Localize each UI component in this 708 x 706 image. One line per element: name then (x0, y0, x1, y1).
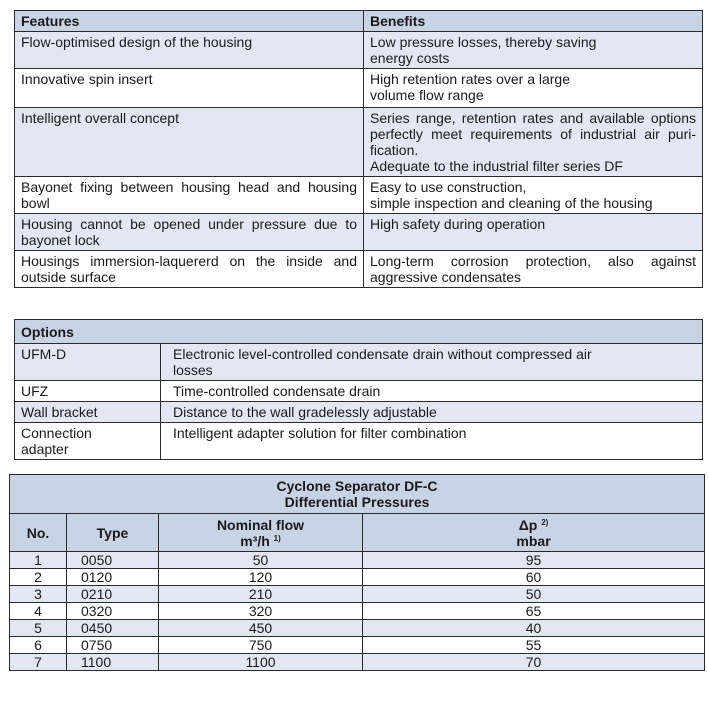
flow-cell: 210 (159, 586, 363, 603)
no-cell: 1 (10, 552, 67, 569)
no-cell: 4 (10, 603, 67, 620)
type-cell: 0750 (67, 637, 159, 654)
flow-cell: 750 (159, 637, 363, 654)
feature-cell: Intelligent overall concept (15, 108, 364, 177)
flow-cell: 450 (159, 620, 363, 637)
feature-cell: Housing cannot be opened under pressure due to bayonet lock (15, 214, 364, 251)
option-name-cell: Connection adapter (15, 423, 161, 460)
table-header-row (15, 11, 703, 32)
dp-cell: 70 (363, 654, 705, 671)
option-name-cell: UFZ (15, 381, 161, 402)
type-cell: 0050 (67, 552, 159, 569)
table-row (15, 32, 703, 69)
dp-cell: 40 (363, 620, 705, 637)
option-description-cell: Electronic level-controlled condensate drain without compressed air losses (161, 344, 703, 381)
type-cell: 0210 (67, 586, 159, 603)
no-column-header: No. (10, 514, 67, 552)
option-name-cell: Wall bracket (15, 402, 161, 423)
flow-cell: 1100 (159, 654, 363, 671)
delta-p-column-header (363, 514, 705, 552)
flow-cell: 50 (159, 552, 363, 569)
table-row (10, 637, 705, 654)
table-header-row (15, 320, 703, 344)
benefit-cell: Series range, retention rates and available options perfectly meet requirements of industrial air puri-fication. Adequate to the industrial filter series DF (364, 108, 703, 177)
dp-cell: 65 (363, 603, 705, 620)
table-row (15, 69, 703, 108)
flow-cell: 320 (159, 603, 363, 620)
features-benefits-table (14, 10, 703, 288)
benefit-cell: High retention rates over a large volume flow range (364, 69, 703, 108)
dp-cell: 60 (363, 569, 705, 586)
cyclone-subtitle: Differential Pressures (284, 494, 430, 510)
type-cell: 0450 (67, 620, 159, 637)
dp-cell: 95 (363, 552, 705, 569)
delta-p-label: Δp $^{2)}$ (518, 516, 549, 533)
feature-cell: Bayonet fixing between housing head and housing bowl (15, 177, 364, 214)
benefit-cell: Long-term corrosion protection, also against aggressive condensates (364, 251, 703, 288)
type-column-header: Type (67, 514, 159, 552)
footnote-2: 2) (541, 517, 549, 527)
benefit-cell: Low pressure losses, thereby saving energy costs (364, 32, 703, 69)
benefit-cell: Easy to use construction, simple inspection and cleaning of the housing (364, 177, 703, 214)
table-row (15, 423, 703, 460)
table-row (10, 552, 705, 569)
feature-cell: Housings immersion-laquererd on the inside and outside surface (15, 251, 364, 288)
dp-cell: 55 (363, 637, 705, 654)
table-row (10, 569, 705, 586)
table-row (15, 251, 703, 288)
table-title (10, 475, 705, 514)
type-cell: 0120 (67, 569, 159, 586)
table-row (10, 603, 705, 620)
table-row (15, 381, 703, 402)
benefits-header: Benefits (364, 11, 703, 32)
table-row (10, 586, 705, 603)
table-row (15, 214, 703, 251)
feature-cell: Flow-optimised design of the housing (15, 32, 364, 69)
nominal-flow-label: Nominal flow (216, 516, 305, 533)
feature-cell: Innovative spin insert (15, 69, 364, 108)
features-header: Features (15, 11, 364, 32)
type-cell: 0320 (67, 603, 159, 620)
table-row (10, 620, 705, 637)
no-cell: 7 (10, 654, 67, 671)
table-row (15, 177, 703, 214)
footnote-1: 1) (273, 533, 281, 543)
options-header: Options (15, 320, 703, 344)
option-description-cell: Intelligent adapter solution for filter combination (161, 423, 703, 460)
no-cell: 3 (10, 586, 67, 603)
options-table (14, 319, 703, 460)
table-row (15, 344, 703, 381)
table-header-row (10, 514, 705, 552)
nominal-flow-unit: m³/h $^{1)}$ (240, 532, 281, 549)
flow-cell: 120 (159, 569, 363, 586)
table-row (15, 402, 703, 423)
option-description-cell: Time-controlled condensate drain (161, 381, 703, 402)
no-cell: 5 (10, 620, 67, 637)
dp-cell: 50 (363, 586, 705, 603)
option-name-cell: UFM-D (15, 344, 161, 381)
table-title-row (10, 475, 705, 514)
nominal-flow-column-header (159, 514, 363, 552)
delta-p-unit: mbar (516, 532, 551, 549)
no-cell: 2 (10, 569, 67, 586)
cyclone-title: Cyclone Separator DF-C (276, 478, 438, 494)
no-cell: 6 (10, 637, 67, 654)
type-cell: 1100 (67, 654, 159, 671)
option-description-cell: Distance to the wall gradelessly adjustable (161, 402, 703, 423)
benefit-cell: High safety during operation (364, 214, 703, 251)
table-row (15, 108, 703, 177)
table-row (10, 654, 705, 671)
cyclone-separator-table (9, 474, 705, 671)
